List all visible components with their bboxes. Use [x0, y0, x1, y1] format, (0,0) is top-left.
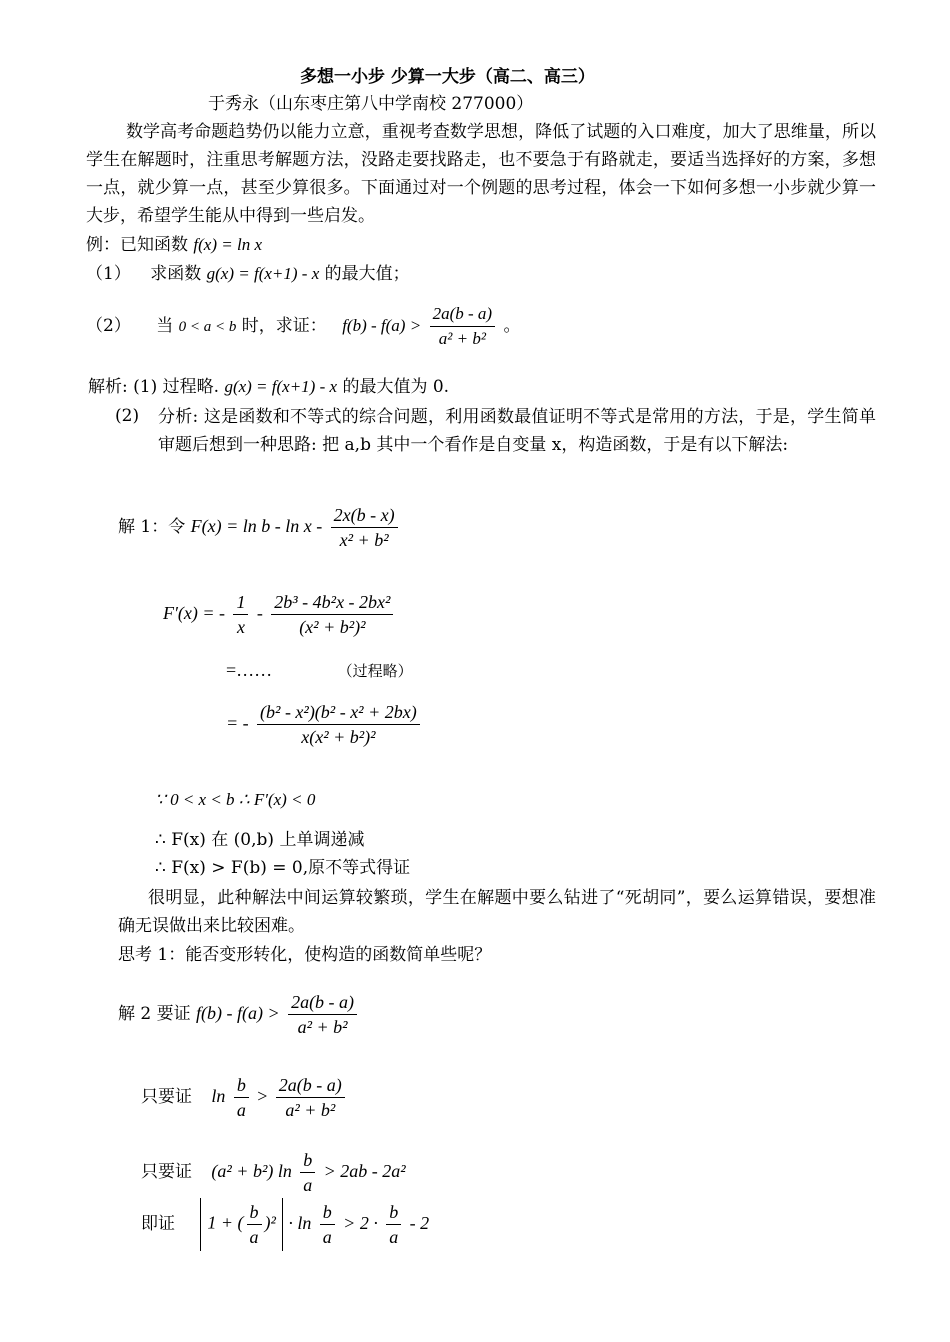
- ie-log-fraction: [320, 1200, 335, 1249]
- think-1: 思考 1：能否变形转化，使构造的函数简单些呢？: [118, 945, 492, 965]
- ie-bracket-b: b: [247, 1200, 262, 1225]
- because-line: ∵ 0 < x < b ∴ F′(x) < 0: [155, 790, 316, 809]
- only1-fraction: [276, 1073, 345, 1122]
- ie-rhs-1: > 2 ·: [343, 1213, 378, 1233]
- question-1: [86, 262, 410, 286]
- only-prove-2: [141, 1148, 406, 1197]
- q2-lhs: f(b) - f(a) >: [342, 316, 422, 335]
- therefore-line-1: ∴ F(x) 在 (0,b) 上单调递减: [155, 830, 365, 850]
- solution-2-line: [118, 990, 360, 1039]
- q2-label: （2）: [86, 316, 131, 336]
- final-derivative-denominator: x(x² + b²)²: [301, 727, 376, 747]
- analysis-label: 解析: (1) 过程略.: [88, 377, 220, 397]
- only2-b-over-a: [300, 1148, 315, 1197]
- ie-bracket: [200, 1198, 283, 1251]
- ie-bracket-a-den: a: [249, 1227, 259, 1247]
- q2-text: 当: [156, 316, 174, 336]
- sol1-denominator: x² + b²: [339, 530, 389, 550]
- derivative-f1-denominator: x: [236, 617, 245, 637]
- q2-denominator: a² + b²: [438, 329, 486, 348]
- q1-tail: 的最大值；: [324, 264, 410, 284]
- only2-lhs: (a² + b²) ln: [211, 1161, 292, 1181]
- doc-title: 多想一小步 少算一大步（高二、高三）: [300, 67, 595, 87]
- sol2-lhs: f(b) - f(a) >: [196, 1003, 280, 1023]
- q1-label: （1）: [86, 264, 131, 284]
- ie-bracket-b-close: )²: [264, 1212, 276, 1233]
- sol1-lhs: F(x) = ln b - ln x -: [190, 516, 323, 536]
- analysis-line: [88, 375, 449, 399]
- only1-b-over-a: [234, 1073, 249, 1122]
- part2-label: (2): [115, 406, 140, 426]
- only1-a: a: [236, 1100, 246, 1120]
- only1-b: b: [234, 1073, 249, 1098]
- skip-note: （过程略）: [337, 662, 413, 680]
- example-label: 例：已知函数: [86, 235, 188, 255]
- only1-gt: >: [257, 1086, 268, 1106]
- q1-text: 求函数: [150, 264, 202, 284]
- q2-numerator: 2a(b - a): [430, 302, 495, 327]
- final-derivative-fraction: [257, 700, 420, 749]
- derivative-lhs: F′(x) = -: [163, 603, 226, 623]
- only1-numerator: 2a(b - a): [276, 1073, 345, 1098]
- derivative-fraction-2: [271, 590, 393, 639]
- only-prove-1: [141, 1073, 348, 1122]
- derivative-line: [163, 590, 396, 639]
- therefore-line-2: ∴ F(x) > F(b) = 0,原不等式得证: [155, 858, 411, 878]
- question-2: [86, 302, 520, 351]
- sol2-label: 解 2 要证: [118, 1004, 191, 1024]
- sol2-numerator: 2a(b - a): [288, 990, 357, 1015]
- only2-b: b: [300, 1148, 315, 1173]
- ie-rhs-2: - 2: [409, 1213, 430, 1233]
- q2-end: 。: [503, 316, 521, 336]
- derivative-denominator: (x² + b²)²: [299, 617, 366, 637]
- ellipsis-step: [226, 658, 413, 683]
- only1-label: 只要证: [141, 1087, 192, 1107]
- sol1-label: 解 1：令: [118, 517, 186, 537]
- ie-bracket-a: 1 + (: [207, 1212, 244, 1233]
- only2-rhs: > 2ab - 2a²: [323, 1161, 406, 1181]
- ie-rhs-b: b: [386, 1200, 401, 1225]
- ie-mid: · ln: [288, 1213, 312, 1233]
- only2-label: 只要证: [141, 1162, 192, 1182]
- sol1-fraction: [331, 503, 398, 552]
- derivative-numerator: 2b³ - 4b²x - 2bx²: [271, 590, 393, 615]
- equivalent-line: [141, 1198, 429, 1251]
- final-derivative-lhs: = -: [226, 713, 249, 733]
- final-derivative-line: [226, 700, 423, 749]
- derivative-fraction-1: [233, 590, 248, 639]
- ie-rhs-a: a: [389, 1227, 399, 1247]
- intro-paragraph: 数学高考命题趋势仍以能力立意，重视考查数学思想，降低了试题的入口难度，加大了思维量，所以学生在解题时，注重思考解题方法，没路走要找路走，也不要急于有路就走，要适当选择好的方案，多想一点，就少算一点，甚至少算很多。下面通过对一个例题的思考过程，体会一下如何多想一小步就少算一大步，希望学生能从中得到一些启发。: [86, 122, 876, 226]
- sol1-numerator: 2x(b - x): [331, 503, 398, 528]
- derivative-minus: -: [256, 603, 263, 623]
- q1-function: g(x) = f(x+1) - x: [206, 264, 320, 283]
- only1-ln: ln: [211, 1086, 226, 1106]
- only2-a: a: [303, 1175, 313, 1195]
- ie-log-a: a: [322, 1227, 332, 1247]
- part2-analysis: 分析: 这是函数和不等式的综合问题，利用函数最值证明不等式是常用的方法，于是，学生简单审题后想到一种思路: 把 a,b 其中一个看作是自变量 x，构造函数，于是有以下解法:: [158, 407, 876, 455]
- author-line: 于秀永（山东枣庄第八中学南校 277000）: [208, 94, 534, 114]
- example-line: [86, 233, 262, 257]
- q2-fraction: [430, 302, 495, 351]
- example-function: f(x) = ln x: [193, 235, 262, 254]
- only1-denominator: a² + b²: [285, 1100, 336, 1120]
- ellipsis-equals: =……: [226, 660, 273, 680]
- q2-condition: 0 < a < b: [178, 319, 237, 335]
- analysis-tail: 的最大值为 0.: [342, 377, 450, 397]
- ie-log-b: b: [320, 1200, 335, 1225]
- ie-label: 即证: [141, 1214, 175, 1234]
- ie-bracket-fraction: [247, 1200, 262, 1249]
- final-derivative-numerator: (b² - x²)(b² - x² + 2bx): [257, 700, 420, 725]
- solution-1-line: [118, 503, 401, 552]
- q2-mid: 时，求证：: [241, 316, 327, 336]
- sol2-denominator: a² + b²: [297, 1017, 348, 1037]
- sol2-fraction: [288, 990, 357, 1039]
- analysis-function: g(x) = f(x+1) - x: [224, 377, 338, 396]
- derivative-f1-numerator: 1: [233, 590, 248, 615]
- comment-paragraph: 很明显，此种解法中间运算较繁琐，学生在解题中要么钻进了“死胡同”，要么运算错误，要想准确无误做出来比较困难。: [118, 888, 876, 936]
- ie-rhs-fraction: [386, 1200, 401, 1249]
